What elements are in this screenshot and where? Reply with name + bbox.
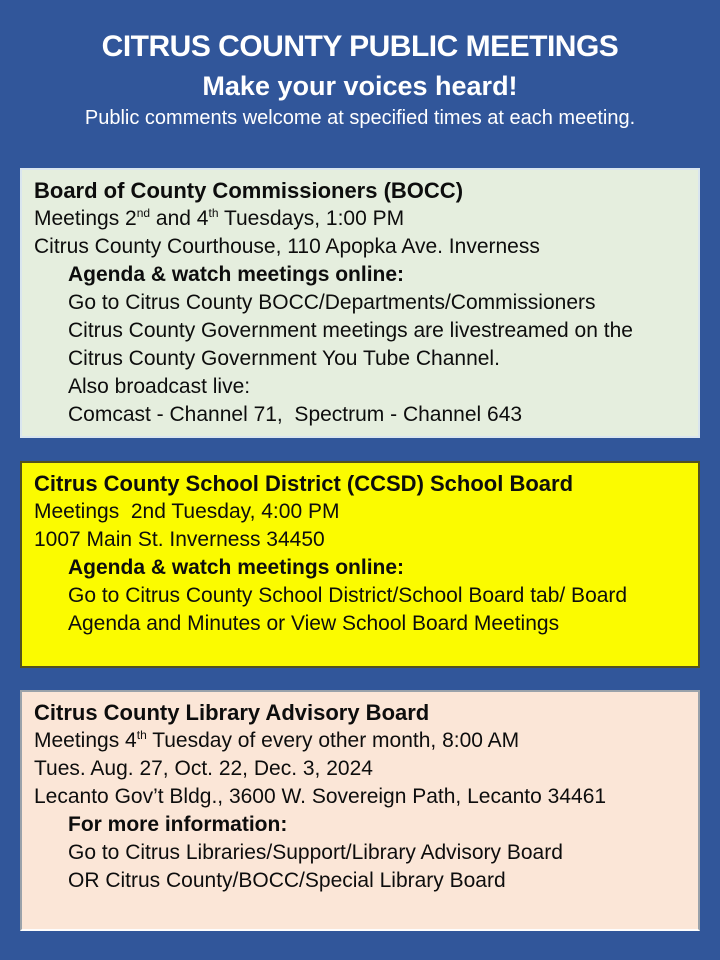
line-text: Go to Citrus Libraries/Support/Library Advisory Board bbox=[68, 841, 563, 864]
line-text: Board of County Commissioners (BOCC) bbox=[34, 178, 464, 203]
line-text: Citrus County Government meetings are livestreamed on the bbox=[68, 319, 633, 342]
panel-line bbox=[34, 498, 686, 526]
line-text: Agenda and Minutes or View School Board Meetings bbox=[68, 612, 560, 635]
ordinal-superscript: th bbox=[136, 728, 147, 742]
panel-line bbox=[34, 783, 686, 811]
line-text: Meetings 2 bbox=[34, 207, 137, 230]
ordinal-superscript: th bbox=[208, 206, 219, 220]
panel-library bbox=[20, 690, 700, 931]
line-text: Go to Citrus County BOCC/Departments/Commissioners bbox=[68, 291, 596, 314]
panel-line bbox=[34, 811, 686, 839]
line-text: OR Citrus County/BOCC/Special Library Board bbox=[68, 869, 506, 892]
panel-line bbox=[34, 401, 686, 429]
line-text: Tuesdays, 1:00 PM bbox=[218, 207, 405, 230]
panel-line bbox=[34, 373, 686, 401]
panel-line bbox=[34, 526, 686, 554]
page-title: CITRUS COUNTY PUBLIC MEETINGS bbox=[101, 30, 619, 63]
panel-title-line bbox=[34, 699, 686, 727]
line-text: For more information: bbox=[68, 813, 288, 836]
panel-line bbox=[34, 233, 686, 261]
panel-line bbox=[34, 610, 686, 638]
panel-line bbox=[34, 554, 686, 582]
panel-line bbox=[34, 317, 686, 345]
panel-line bbox=[34, 867, 686, 895]
line-text: Go to Citrus County School District/School Board tab/ Board bbox=[68, 584, 628, 607]
panel-title-line bbox=[34, 177, 686, 205]
panel-bocc bbox=[20, 168, 700, 438]
line-text: Also broadcast live: bbox=[68, 375, 251, 398]
line-text: and 4 bbox=[150, 207, 209, 230]
panel-line bbox=[34, 727, 686, 755]
line-text: Comcast - Channel 71, Spectrum - Channel 643 bbox=[68, 403, 523, 426]
line-text: 1007 Main St. Inverness 34450 bbox=[34, 528, 325, 551]
line-text: Citrus County Library Advisory Board bbox=[34, 700, 430, 725]
line-text: Agenda & watch meetings online: bbox=[68, 263, 405, 286]
panel-line bbox=[34, 755, 686, 783]
line-text: Tuesday of every other month, 8:00 AM bbox=[146, 729, 520, 752]
line-text: Tues. Aug. 27, Oct. 22, Dec. 3, 2024 bbox=[34, 757, 373, 780]
flyer-header bbox=[0, 0, 720, 131]
line-text: Lecanto Gov’t Bldg., 3600 W. Sovereign Path, Lecanto 34461 bbox=[34, 785, 607, 808]
panel-line bbox=[34, 261, 686, 289]
panel-ccsd bbox=[20, 461, 700, 668]
line-text: Citrus County School District (CCSD) School Board bbox=[34, 471, 574, 496]
panel-title-line bbox=[34, 470, 686, 498]
page-subtitle: Make your voices heard! bbox=[202, 71, 518, 101]
line-text: Agenda & watch meetings online: bbox=[68, 556, 405, 579]
line-text: Citrus County Government You Tube Channel. bbox=[68, 347, 500, 370]
line-text: Meetings 2nd Tuesday, 4:00 PM bbox=[34, 500, 340, 523]
ordinal-superscript: nd bbox=[136, 206, 151, 220]
panel-line bbox=[34, 582, 686, 610]
panel-line bbox=[34, 345, 686, 373]
page-tagline: Public comments welcome at specified times at each meeting. bbox=[84, 107, 636, 129]
line-text: Meetings 4 bbox=[34, 729, 137, 752]
panel-line bbox=[34, 205, 686, 233]
panel-line bbox=[34, 289, 686, 317]
line-text: Citrus County Courthouse, 110 Apopka Ave. Inverness bbox=[34, 235, 540, 258]
panel-line bbox=[34, 839, 686, 867]
